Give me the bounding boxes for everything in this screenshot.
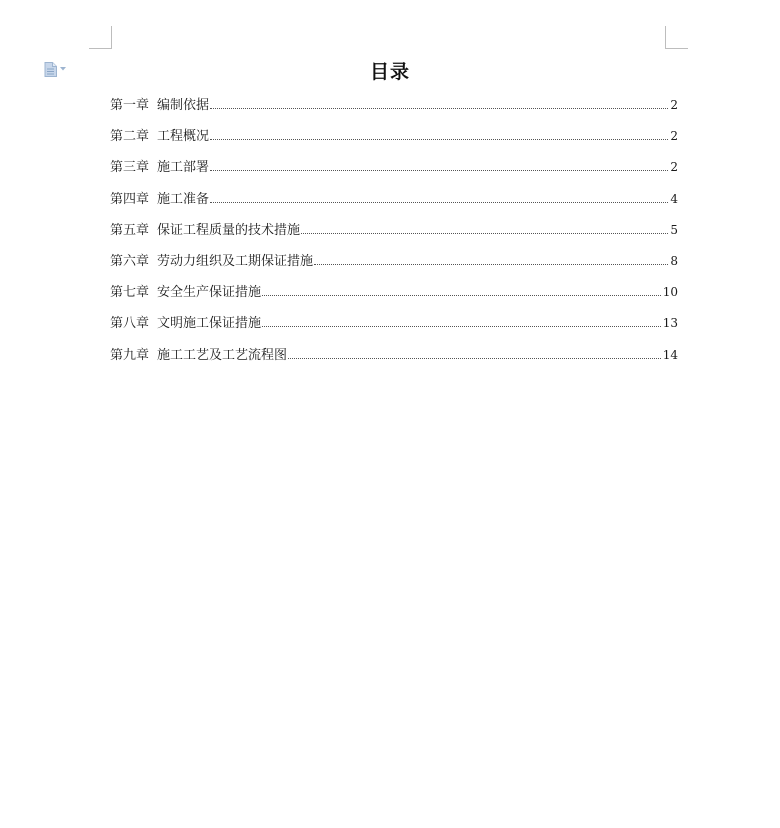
toc-page-number: 13 [662, 316, 678, 331]
toc-chapter-number: 第六章 [110, 253, 150, 269]
toc-entry[interactable] [110, 313, 678, 344]
toc-page-number: 5 [670, 222, 678, 237]
toc-page-number: 2 [670, 98, 678, 112]
toc-dot-leader [210, 202, 668, 203]
toc-dot-leader [262, 295, 661, 296]
toc-page-number: 4 [670, 191, 678, 206]
toc-entry[interactable] [110, 345, 678, 376]
toc-page-number: 14 [662, 347, 678, 362]
toc-list [110, 95, 678, 376]
toc-entry[interactable] [110, 282, 678, 313]
toc-chapter-title: 工程概况 [157, 129, 210, 145]
toc-chapter-title: 安全生产保证措施 [157, 285, 262, 301]
toc-title: 目录 [369, 61, 410, 83]
toc-chapter-number: 第九章 [110, 347, 150, 363]
toc-chapter-title: 施工工艺及工艺流程图 [157, 347, 288, 363]
toc-chapter-title: 编制依据 [157, 98, 210, 113]
toc-dot-leader [210, 170, 668, 171]
toc-chapter-number: 第五章 [110, 222, 150, 238]
toc-chapter-title: 保证工程质量的技术措施 [157, 222, 301, 238]
toc-chapter-number: 第八章 [110, 316, 150, 332]
toc-entry[interactable] [110, 126, 678, 157]
toc-chapter-title: 施工准备 [157, 191, 210, 207]
toc-chapter-title: 文明施工保证措施 [157, 316, 262, 332]
toc-dot-leader [210, 108, 668, 109]
toc-chapter-number: 第三章 [110, 160, 150, 176]
toc-chapter-number: 第七章 [110, 285, 150, 301]
toc-chapter-title: 劳动力组织及工期保证措施 [157, 253, 314, 269]
toc-page-number: 8 [670, 253, 678, 268]
toc-page-number: 2 [670, 160, 678, 175]
toc-page-number: 2 [670, 129, 678, 144]
toc-dot-leader [288, 358, 661, 359]
toc-dot-leader [301, 233, 668, 234]
toc-chapter-number: 第二章 [110, 129, 150, 145]
toc-entry[interactable] [110, 251, 678, 282]
toc-chapter-number: 第四章 [110, 191, 150, 207]
toc-chapter-number: 第一章 [110, 98, 150, 113]
toc-entry[interactable] [110, 189, 678, 220]
toc-dot-leader [314, 264, 668, 265]
toc-dot-leader [262, 326, 661, 327]
toc-entry[interactable] [110, 157, 678, 188]
top-left-margin-mark [89, 26, 112, 49]
toc-entry[interactable] [110, 95, 678, 126]
top-right-margin-mark [665, 26, 688, 49]
toc-entry[interactable] [110, 220, 678, 251]
toc-page-number: 10 [662, 285, 678, 300]
toc-dot-leader [210, 139, 668, 140]
toc-chapter-title: 施工部署 [157, 160, 210, 176]
